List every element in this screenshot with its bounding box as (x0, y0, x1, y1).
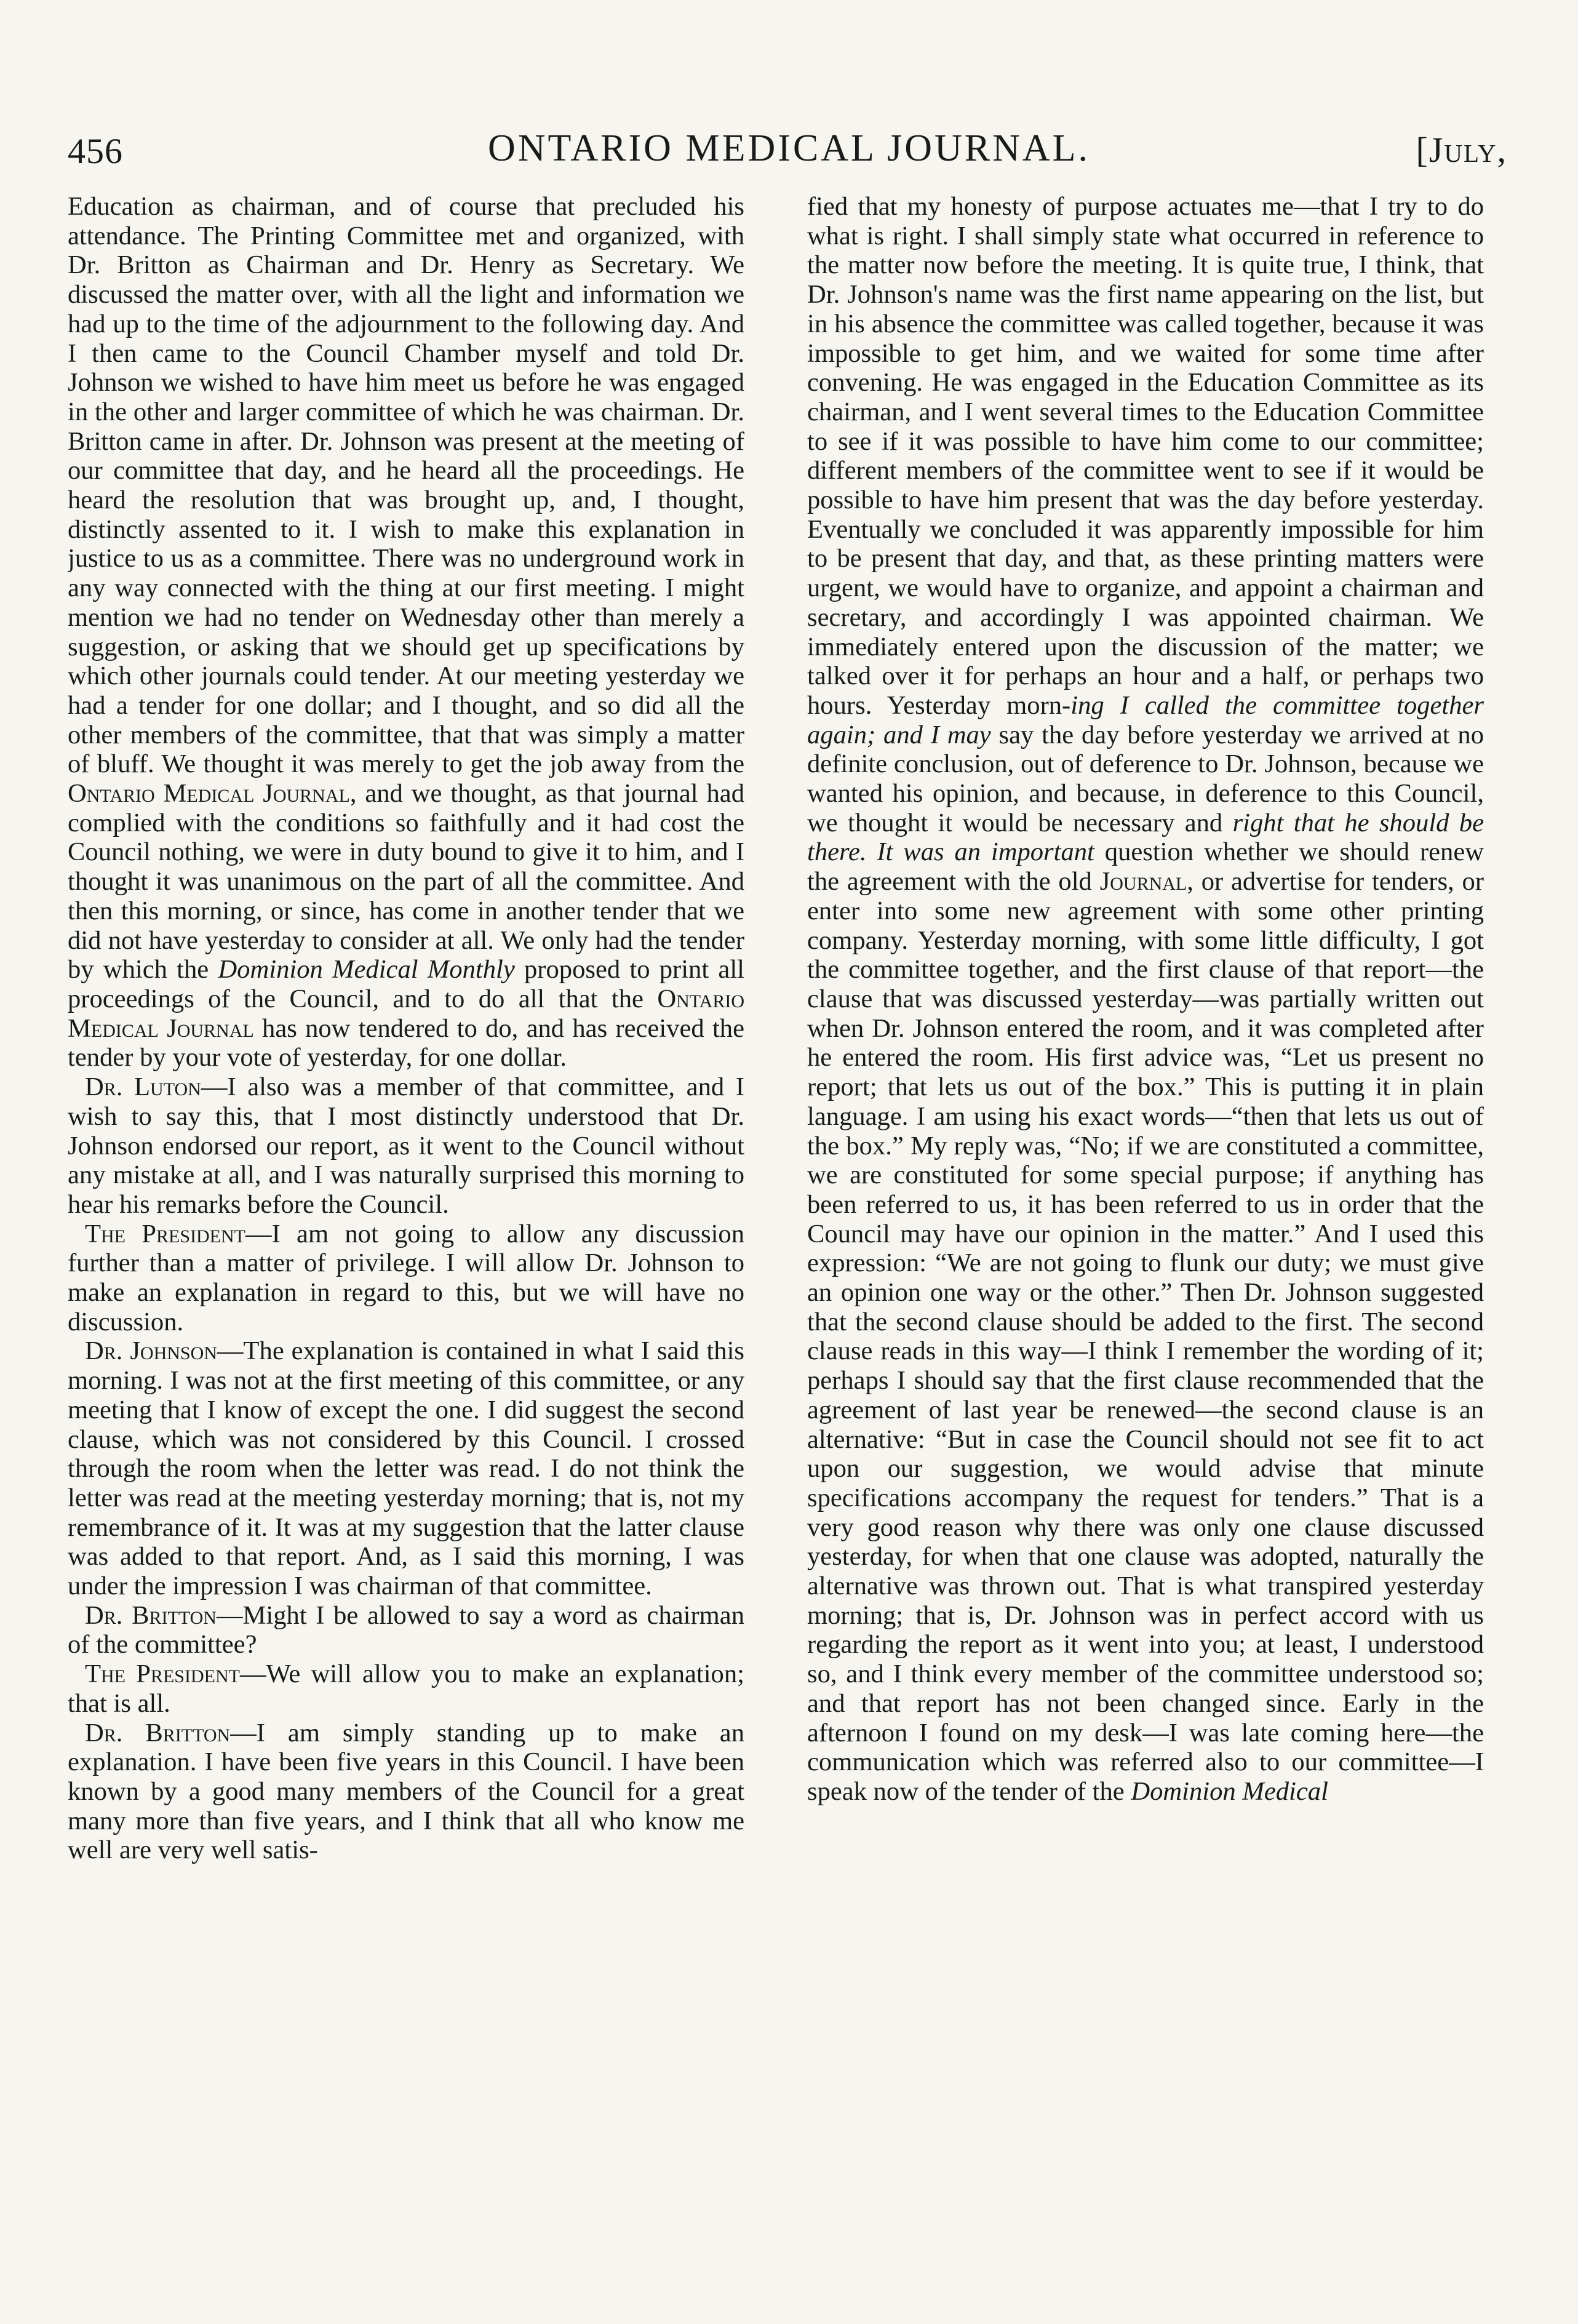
speech-paragraph (68, 1220, 744, 1337)
paragraph-text: has now tendered to do, and has received the tender by your vote of yesterday, for one dollar. (68, 1013, 744, 1072)
journal-name-italic: Dominion Medical Monthly (218, 955, 515, 984)
paragraph-text: say the day before yesterday we arrived at no definite conclusion, out of deference to Dr. Johnson, because we wanted his opinion, and because, in deference to this Council, we thought it would be necessary and (807, 720, 1484, 837)
paragraph-text: proposed to print all proceedings of the Council, and to do all that the (68, 955, 744, 1013)
page-month: [July, (1416, 130, 1507, 170)
paragraph-text: , and we thought, as that journal had complied with the conditions so faithfully and it had cost the Council nothing, we were in duty bound to give it to him, and I thought it was unanimous on the part of all the committee. And then this morning, or since, has come in another tender that we did not have yesterday to consider at all. We only had the tender by which the (68, 779, 744, 984)
left-column (68, 192, 744, 2290)
journal-name: Ontario Medical Journal (68, 779, 350, 809)
speech-text: —The explanation is contained in what I said this morning. I was not at the first meeting of this committee, or any meeting that I know of except the one. I did suggest the second clause, which was not considered by this Council. I crossed through the room when the letter was read. I do not think the letter was read at the meeting yesterday morning; that is, not my remembrance of it. It was at my suggestion that the latter clause was added to that report. And, as I said this morning, I was under the impression I was chairman of that committee. (68, 1336, 744, 1601)
journal-name: Journal (1099, 867, 1187, 896)
speech-text: —I also was a member of that committee, and I wish to say this, that I most distinctly understood that Dr. Johnson endorsed our report, as it went to the Council without any mistake at all, and I was naturally surprised this morning to hear his remarks before the Council. (68, 1072, 744, 1219)
right-column (807, 192, 1484, 2290)
speech-text: —Might I be allowed to say a word as chairman of the committee? (68, 1600, 744, 1659)
speech-paragraph (68, 1601, 744, 1659)
paragraph-text: , or advertise for tenders, or enter into some new agreement with some other printing company. Yesterday morning, with some little difficulty, I got the committee together, and the first clause of that report—the clause that was discussed yesterday—was partially written out when Dr. Johnson entered the room, and it was completed after he entered the room. His first advice was, “Let us present no report; that lets us out of the box.” This is putting it in plain language. I am using his exact words—“then that lets us out of the box.” My reply was, “No; if we are constituted a committee, we are constituted for some special purpose; if anything has been referred to us, it has been referred to us in order that the Council may have our opinion in the matter.” And I used this expression: “We are not going to flunk our duty; we must give an opinion one way or the other.” Then Dr. Johnson suggested that the second clause should be added to the first. The second clause reads in this way—I think I remember the wording of it; perhaps I should say that the first clause recommended that the agreement of last year be renewed—the second clause is an alternative: “But in case the Council should not see fit to act upon our suggestion, we would advise that minute specifications accompany the request for tenders.” That is a very good reason why there was only one clause discussed yesterday, for when that one clause was adopted, naturally the alternative was thrown out. That is what transpired yesterday morning; that is, Dr. Johnson was in perfect accord with us regarding the report as it went into you; at least, I understood so, and I think every member of the committee understood so; and that report has not been changed since. Early in the afternoon I found on my desk—I was late coming here—the communication which was referred also to our committee—I speak now of the tender of the (807, 867, 1484, 1806)
speech-text: —I am not going to allow any discussion further than a matter of privilege. I will allow Dr. Johnson to make an explanation in regard to this, but we will have no discussion. (68, 1219, 744, 1336)
speech-paragraph (68, 1659, 744, 1718)
journal-title: ONTARIO MEDICAL JOURNAL. (487, 127, 1091, 169)
page-number: 456 (68, 131, 123, 171)
paragraph-britton-continued (807, 192, 1484, 1807)
page-header (0, 0, 1578, 203)
speech-paragraph (68, 1072, 744, 1220)
speaker-name: The President (85, 1219, 245, 1248)
speaker-name: Dr. Johnson (85, 1336, 217, 1366)
speech-text: —We will allow you to make an explanation; that is all. (68, 1659, 744, 1718)
journal-name: Ontario Medical Journal (68, 984, 744, 1043)
paragraph-committee-account (68, 192, 744, 1072)
italic-passage: right that he should be there. It was an important (807, 808, 1484, 867)
paragraph-text: question whether we should renew the agreement with the old (807, 837, 1484, 896)
speaker-name: Dr. Britton (85, 1718, 231, 1747)
journal-name-italic: Dominion Medical (1131, 1776, 1328, 1806)
speaker-name: The President (85, 1659, 240, 1689)
speaker-name: Dr. Britton (85, 1600, 217, 1630)
italic-passage: ing I called the committee together again; and I may (807, 690, 1484, 749)
paragraph-text: Education as chairman, and of course that precluded his attendance. The Printing Committee met and organized, with Dr. Britton as Chairman and Dr. Henry as Secretary. We discussed the matter over, with all the light and information we had up to the time of the adjournment to the following day. And I then came to the Council Chamber myself and told Dr. Johnson we wished to have him meet us before he was engaged in the other and larger committee of which he was chairman. Dr. Britton came in after. Dr. Johnson was present at the meeting of our committee that day, and he heard all the proceedings. He heard the resolution that was brought up, and, I thought, distinctly assented to it. I wish to make this explanation in justice to us as a committee. There was no underground work in any way connected with the thing at our first meeting. I might mention we had no tender on Wednesday other than merely a suggestion, or asking that we should get up specifications by which other journals could tender. At our meeting yesterday we had a tender for one dollar; and I thought, and so did all the other members of the committee, that that was simply a matter of bluff. We thought it was merely to get the job away from the (68, 192, 744, 779)
speech-paragraph (68, 1719, 744, 1866)
speech-paragraph (68, 1336, 744, 1600)
speaker-name: Dr. Luton (85, 1072, 201, 1102)
paragraph-text: fied that my honesty of purpose actuates me—that I try to do what is right. I shall simply state what occurred in reference to the matter now before the meeting. It is quite true, I think, that Dr. Johnson's name was the first name appearing on the list, but in his absence the committee was called together, because it was impossible to get him, and we waited for some time after convening. He was engaged in the Education Committee as its chairman, and I went several times to the Education Committee to see if it was possible to have him come to our committee; different members of the committee went to see if it would be possible to have him present that was the day before yesterday. Eventually we concluded it was apparently impossible for him to be present that day, and that, as these printing matters were urgent, we would have to organize, and appoint a chairman and secretary, and accordingly I was appointed chairman. We immediately entered upon the discussion of the matter; we talked over it for perhaps an hour and a half, or perhaps two hours. Yesterday morn- (807, 192, 1484, 720)
speech-text: —I am simply standing up to make an explanation. I have been five years in this Council. I have been known by a good many members of the Council for a great many more than five years, and I think that all who know me well are very well satis- (68, 1718, 744, 1865)
